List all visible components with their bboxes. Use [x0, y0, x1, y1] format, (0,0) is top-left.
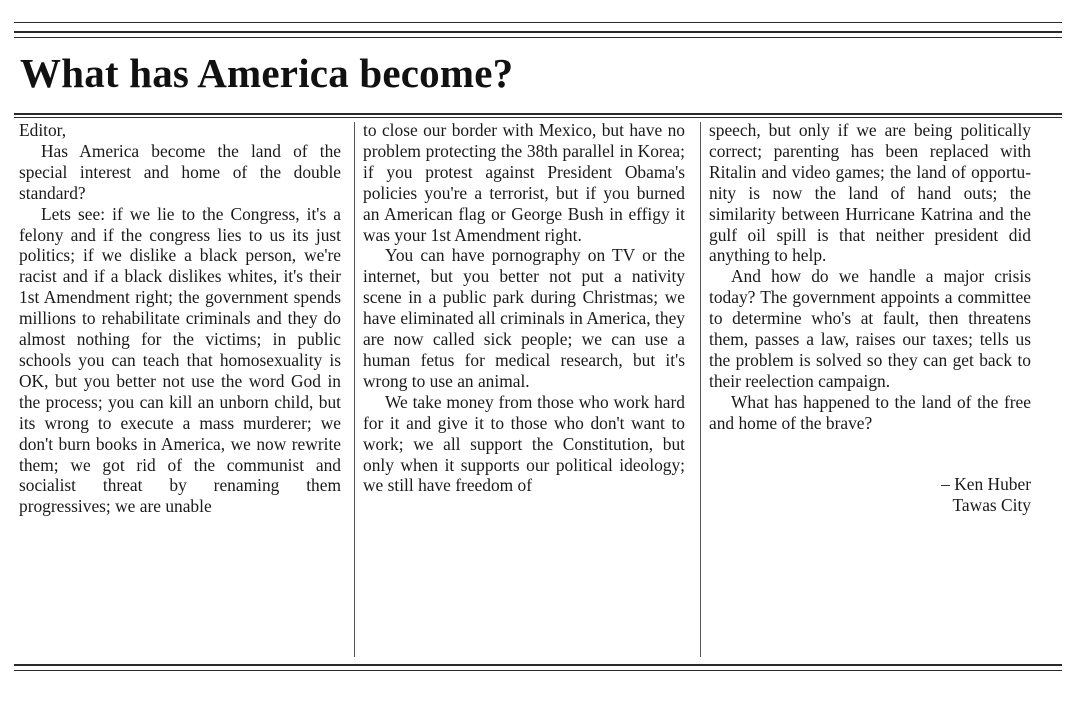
bottom-rule-2	[14, 670, 1062, 671]
paragraph: Has America become the land of the special interest and home of the double standard?	[19, 140, 341, 203]
top-rule-3	[14, 37, 1062, 38]
paragraph: to close our border with Mexico, but have no problem protecting the 38th parallel in Korea; if you protest against President Obama's policies you're a terrorist, but if you burned an American flag or George Bush in effigy it was your 1st Amendment right.	[363, 120, 685, 245]
article-column-3	[709, 120, 1031, 515]
bottom-rule-1	[14, 664, 1062, 666]
paragraph: What has happened to the land of the free and home of the brave?	[709, 391, 1031, 433]
headline-underline	[14, 113, 1062, 115]
article-column-2	[363, 120, 685, 496]
page-title: What has America become?	[20, 50, 514, 96]
signature	[709, 474, 1031, 516]
paragraph: Lets see: if we lie to the Congress, it's a felony and if the congress lies to us its just politics; if we dislike a black person, we're racist and if a black dislikes whites, it's their 1st Amendment right; the government spends millions to rehabilitate criminals and they do almost nothing for the victims; in public schools you can teach that homosexuality is OK, but you better not use the word God in the process; you can kill an unborn child, but its wrong to execute a mass murderer; we don't burn books in America, we now rewrite them; we got rid of the communist and socialist threat by renaming them progressives; we are unable	[19, 203, 341, 517]
paragraph: speech, but only if we are being politically correct; parenting has been replaced with Ritalin and video games; the land of opportunity is now the land of hand outs; the similarity between Hurricane Katrina and the gulf oil spill is that neither president did anything to help.	[709, 120, 1031, 266]
headline-underline-thin	[14, 117, 1062, 118]
salutation: Editor,	[19, 120, 67, 140]
paragraph: And how do we handle a major crisis today? The government appoints a committee to determine who's at fault, then threatens them, passes a law, raises our taxes; tells us the problem is solved so they can get back to their reelection campaign.	[709, 266, 1031, 391]
author-location: Tawas City	[952, 494, 1031, 515]
article-column-1	[19, 120, 341, 517]
article-body	[17, 120, 1037, 660]
paragraph: You can have pornography on TV or the internet, but you better not put a nativity scene in a public park during Christmas; we have eliminated all criminals in America, they are now called sick people; we can use a human fetus for medical research, but it's wrong to use an animal.	[363, 245, 685, 391]
top-rule-2	[14, 31, 1062, 33]
paragraph: We take money from those who work hard for it and give it to those who don't want to work; we all support the Constitution, but only when it supports our political ideology; we still have freedom of	[363, 391, 685, 496]
top-rule-1	[14, 22, 1062, 23]
author-name: – Ken Huber	[941, 473, 1031, 494]
